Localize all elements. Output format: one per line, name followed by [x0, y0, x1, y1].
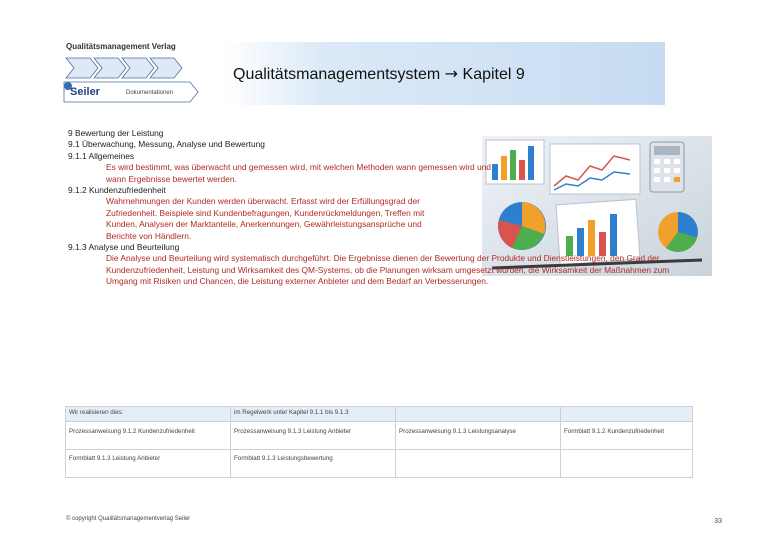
table-cell [396, 450, 561, 478]
heading-9: 9 Bewertung der Leistung [68, 128, 164, 138]
logo-title: Qualitätsmanagement Verlag [66, 42, 176, 51]
table-cell [561, 407, 693, 422]
table-cell: Wir realisieren dies: [66, 407, 231, 422]
publisher-logo [62, 42, 202, 108]
reference-table [65, 406, 693, 478]
chapter-banner [225, 42, 665, 105]
banner-title-text: Qualitätsmanagementsystem [233, 66, 441, 83]
table-cell [396, 407, 561, 422]
heading-9-1-1: 9.1.1 Allgemeines [68, 150, 135, 161]
table-cell: Formblatt 9.1.2 Kundenzufriedenheit [561, 422, 693, 450]
chapter-content [68, 128, 688, 288]
table-cell: im Regelwerk unter Kapitel 9.1.1 bis 9.1.3 [231, 407, 396, 422]
logo-brand: Seiler [70, 86, 100, 98]
arrow-right-icon: → [444, 64, 459, 83]
heading-9-1-3: 9.1.3 Analyse und Beurteilung [68, 242, 180, 253]
table-row [66, 422, 693, 450]
paragraph-9-1-1: Es wird bestimmt, was überwacht und gemessen wird, mit welchen Methoden wann gemessen wird und wann Ergebnisse bewertet werden. [106, 162, 491, 184]
paragraph-9-1-3: Die Analyse und Beurteilung wird systematisch durchgeführt. Die Ergebnisse dienen der Bewertung der Produkte und Dienstleistungen, den Grad der Kundenzufriedenheit, Leistung und Wirksamkeit des QM-Systems, ob die Planungen wirksam umgesetzt wurden, die Wirksamkeit der Maßnahmen zum Umgang mit Risiken und Chancen, die Leistung externer Anbieter und dem Bedarf an Verbesserungen. [106, 253, 670, 287]
table-cell: Prozessanweisung 9.1.3 Leistungsanalyse [396, 422, 561, 450]
table-header-row [66, 407, 693, 422]
table-cell: Formblatt 9.1.3 Leistungsbewertung [231, 450, 396, 478]
table-cell: Prozessanweisung 9.1.3 Leistung Anbieter [231, 422, 396, 450]
paragraph-9-1-2: Wahrnehmungen der Kunden werden überwacht. Erfasst wird der Erfüllungsgrad der Zufriedenheit. Beispiele sind Kundenbefragungen, Kundenrückmeldungen, Treffen mit Kunden, Analysen der Marktanteile, Anerkennungen, Gewährleistungsansprüche und Berichte von Händlern. [106, 196, 425, 241]
heading-9-1-2: 9.1.2 Kundenzufriedenheit [68, 185, 166, 196]
table-row [66, 450, 693, 478]
logo-subtitle: Dokumentationen [126, 90, 174, 96]
banner-chapter: Kapitel 9 [462, 66, 525, 83]
copyright-footer: © copyright Qualitätsmanagementverlag Seiler [66, 516, 191, 522]
table-cell: Formblatt 9.1.3 Leistung Anbieter [66, 450, 231, 478]
banner-title [233, 64, 525, 84]
page-number: 33 [714, 518, 722, 525]
table-cell: Prozessanweisung 9.1.2 Kundenzufriedenheit [66, 422, 231, 450]
table-cell [561, 450, 693, 478]
heading-9-1: 9.1 Überwachung, Messung, Analyse und Bewertung [68, 139, 265, 150]
